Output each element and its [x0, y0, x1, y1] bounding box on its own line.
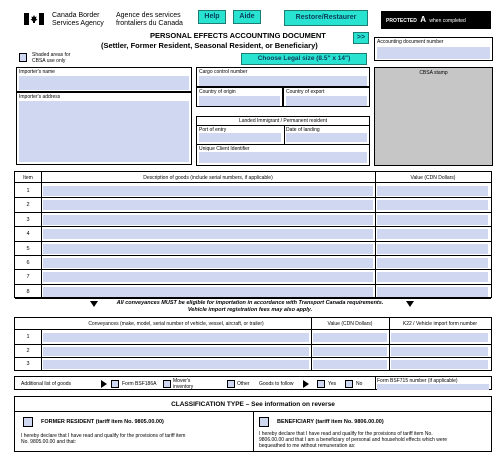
arrow-down-icon-left [90, 301, 98, 307]
cbsa-stamp-box [374, 67, 493, 166]
dept-fr-line2: frontaliers du Canada [116, 20, 183, 27]
conveyance-row-number: 1 [26, 334, 30, 340]
restore-button[interactable]: Restore/Restaurer [284, 10, 368, 26]
col-conv-value-header: Value (CDN Dollars) [327, 321, 373, 327]
col-description-header: Description of goods (include serial numbers, if applicable) [143, 175, 273, 181]
country-origin-label: Country of origin [199, 89, 236, 95]
beneficiary-label: BENEFICIARY (tariff item No. 9806.00.00) [277, 419, 384, 425]
goods-description-input[interactable] [43, 244, 373, 254]
movers-inventory-checkbox[interactable] [163, 380, 171, 388]
conveyance-value-input[interactable] [313, 333, 387, 342]
goods-value-input[interactable] [377, 244, 488, 254]
legal-size-button[interactable]: Choose Legal size (8.5" x 14") [241, 53, 367, 65]
goods-header-row [15, 172, 491, 183]
importer-address-box [16, 92, 192, 165]
country-origin-input[interactable] [199, 96, 280, 106]
form-title: PERSONAL EFFECTS ACCOUNTING DOCUMENT [150, 31, 326, 40]
goods-follow-yes-checkbox[interactable] [317, 380, 325, 388]
goods-row [15, 242, 491, 256]
conveyance-row-number: 2 [26, 347, 30, 354]
goods-row [15, 184, 491, 198]
country-export-label: Country of export [286, 89, 325, 95]
bsf715-label: Form BSF715 number (if applicable) [377, 378, 458, 384]
cargo-control-input[interactable] [199, 76, 367, 86]
protected-prefix: PROTECTED [386, 18, 417, 24]
classification-section [14, 396, 492, 452]
importer-name-input[interactable] [19, 76, 189, 90]
goods-description-input[interactable] [43, 258, 373, 268]
date-landing-label: Date of landing [286, 127, 320, 133]
port-entry-input[interactable] [199, 133, 281, 142]
dept-en-line2: Services Agency [52, 20, 104, 27]
col-item-header: Item [23, 175, 33, 181]
shaded-legend-swatch [19, 53, 27, 62]
movers-inventory-label: Mover's inventory [173, 378, 194, 390]
conveyance-row [15, 345, 491, 359]
country-export-box [283, 87, 370, 107]
form-subtitle: (Settler, Former Resident, Seasonal Resident, or Beneficiary) [101, 41, 318, 50]
goods-row-number: 5 [26, 245, 30, 252]
bsf186a-checkbox[interactable] [111, 380, 119, 388]
country-export-input[interactable] [286, 96, 367, 106]
goods-description-input[interactable] [43, 287, 373, 297]
arrow-right-icon [101, 380, 107, 388]
importer-address-input[interactable] [19, 101, 189, 162]
goods-value-input[interactable] [377, 258, 488, 268]
k22-form-number-input[interactable] [391, 333, 488, 342]
landed-divider [197, 125, 369, 126]
goods-row [15, 285, 491, 299]
landed-label: Landed Immigrant / Permanent resident [238, 118, 328, 124]
k22-form-number-input[interactable] [391, 360, 488, 369]
cbsa-stamp-label: CBSA stamp [419, 70, 448, 76]
unique-client-label: Unique Client Identifier [199, 146, 250, 152]
country-origin-box [196, 87, 283, 107]
date-landing-input[interactable] [286, 133, 367, 142]
dept-fr-line1: Agence des services [116, 12, 181, 19]
conveyance-row [15, 331, 491, 345]
arrow-down-icon-right [406, 301, 414, 307]
bsf186a-label: Form BSF186A [122, 381, 157, 387]
bsf715-divider [375, 377, 376, 389]
k22-form-number-input[interactable] [391, 347, 488, 356]
additional-list-label: Additional list of goods [21, 381, 72, 387]
conveyance-row [15, 358, 491, 372]
goods-row-number: 3 [26, 216, 30, 223]
goods-row [15, 213, 491, 227]
accounting-doc-label: Accounting document number [377, 39, 444, 45]
dept-name-fr [116, 12, 183, 28]
protected-banner [381, 11, 491, 29]
conveyance-description-input[interactable] [43, 347, 309, 356]
goods-description-input[interactable] [43, 200, 373, 210]
former-resident-text-1: I hereby declare that I have read and qualify for the provisions of tariff item [21, 433, 186, 439]
col-conveyance-header: Conveyances (make, model, serial number of vehicle, vessel, aircraft, or trailer) [88, 321, 264, 327]
landed-section [196, 116, 370, 166]
conveyance-description-input[interactable] [43, 360, 309, 369]
other-label: Other [237, 381, 250, 387]
goods-row-number: 8 [26, 288, 30, 295]
former-resident-text-2: No. 9805.00.00 and that: [21, 439, 77, 445]
dept-en-line1: Canada Border [52, 12, 100, 19]
conveyance-value-input[interactable] [313, 360, 387, 369]
landed-vdivider [284, 125, 285, 144]
beneficiary-checkbox[interactable] [259, 417, 269, 427]
goods-row [15, 198, 491, 212]
col-k22-header: K22 / Vehicle import form number [402, 321, 478, 327]
goods-row [15, 270, 491, 284]
bsf715-input[interactable] [377, 384, 489, 390]
col-value-header: Value (CDN Dollars) [410, 175, 456, 181]
goods-row-number: 4 [26, 231, 30, 238]
conveyance-notice-line1: All conveyances MUST be eligible for importation in accordance with Transport Canada requirements. [116, 300, 384, 306]
goods-value-input[interactable] [377, 215, 488, 225]
goods-row-number: 2 [26, 202, 30, 209]
beneficiary-text-2: 9806.00.00 and that I am a beneficiary of personal and household effects which were [259, 437, 448, 443]
importer-name-box [16, 67, 192, 92]
goods-row-number: 6 [26, 260, 30, 266]
protected-level: A [420, 15, 427, 24]
goods-value-input[interactable] [377, 272, 488, 282]
canada-flag-logo [24, 12, 44, 24]
classification-vdivider [253, 411, 254, 451]
goods-follow-label: Goods to follow [259, 381, 294, 387]
landed-divider-2 [197, 144, 369, 145]
conveyance-header-row [15, 318, 491, 330]
goods-row [15, 227, 491, 241]
goods-value-input[interactable] [377, 287, 488, 297]
conveyance-notice-line2: Vehicle import registration fees may also apply. [187, 307, 313, 313]
beneficiary-text-1: I hereby declare that I have read and qualify for the provisions of tariff item No. [259, 431, 433, 437]
importer-name-label: Importer's name [19, 69, 55, 75]
goods-value-input[interactable] [377, 229, 488, 239]
cargo-control-label: Cargo control number [199, 69, 248, 75]
dept-name-en [52, 12, 104, 28]
accounting-doc-box [374, 37, 493, 61]
beneficiary-text-3: bequeathed to me without remuneration as: [259, 443, 356, 449]
aide-button[interactable]: Aide [233, 10, 261, 24]
goods-value-input[interactable] [377, 200, 488, 210]
goods-follow-no-label: No [356, 381, 363, 387]
accounting-doc-input[interactable] [377, 47, 490, 59]
unique-client-input[interactable] [199, 152, 367, 163]
goods-description-input[interactable] [43, 215, 373, 225]
cargo-control-box [196, 67, 370, 87]
goods-table [14, 171, 492, 298]
port-entry-label: Port of entry [199, 127, 227, 133]
goods-description-input[interactable] [43, 186, 373, 196]
goods-value-input[interactable] [377, 186, 488, 196]
additional-list-bar [14, 376, 492, 390]
conveyance-table [14, 317, 492, 371]
shaded-note: Shaded areas for CBSA use only [32, 52, 71, 64]
protected-suffix: when completed [429, 18, 466, 24]
other-checkbox[interactable] [227, 380, 235, 388]
former-resident-checkbox[interactable] [23, 417, 33, 427]
classification-title: CLASSIFICATION TYPE – See information on reverse [171, 401, 335, 408]
goods-row [15, 256, 491, 270]
importer-address-label: Importer's address [19, 94, 61, 100]
goods-row-number: 7 [26, 274, 30, 281]
conveyance-notice [100, 300, 400, 314]
goods-row-number: 1 [26, 188, 30, 194]
former-resident-label: FORMER RESIDENT (tariff item No. 9805.00.00) [41, 419, 164, 425]
conveyance-description-input[interactable] [43, 333, 309, 342]
goods-follow-no-checkbox[interactable] [345, 380, 353, 388]
conveyance-row-number: 3 [26, 361, 30, 367]
help-button[interactable]: Help [198, 10, 226, 24]
arrow-right-icon-2 [303, 380, 309, 388]
goods-follow-yes-label: Yes [328, 381, 337, 387]
goods-description-input[interactable] [43, 272, 373, 282]
goods-description-input[interactable] [43, 229, 373, 239]
conveyance-value-input[interactable] [313, 347, 387, 356]
next-arrow-button[interactable]: >> [353, 32, 369, 44]
